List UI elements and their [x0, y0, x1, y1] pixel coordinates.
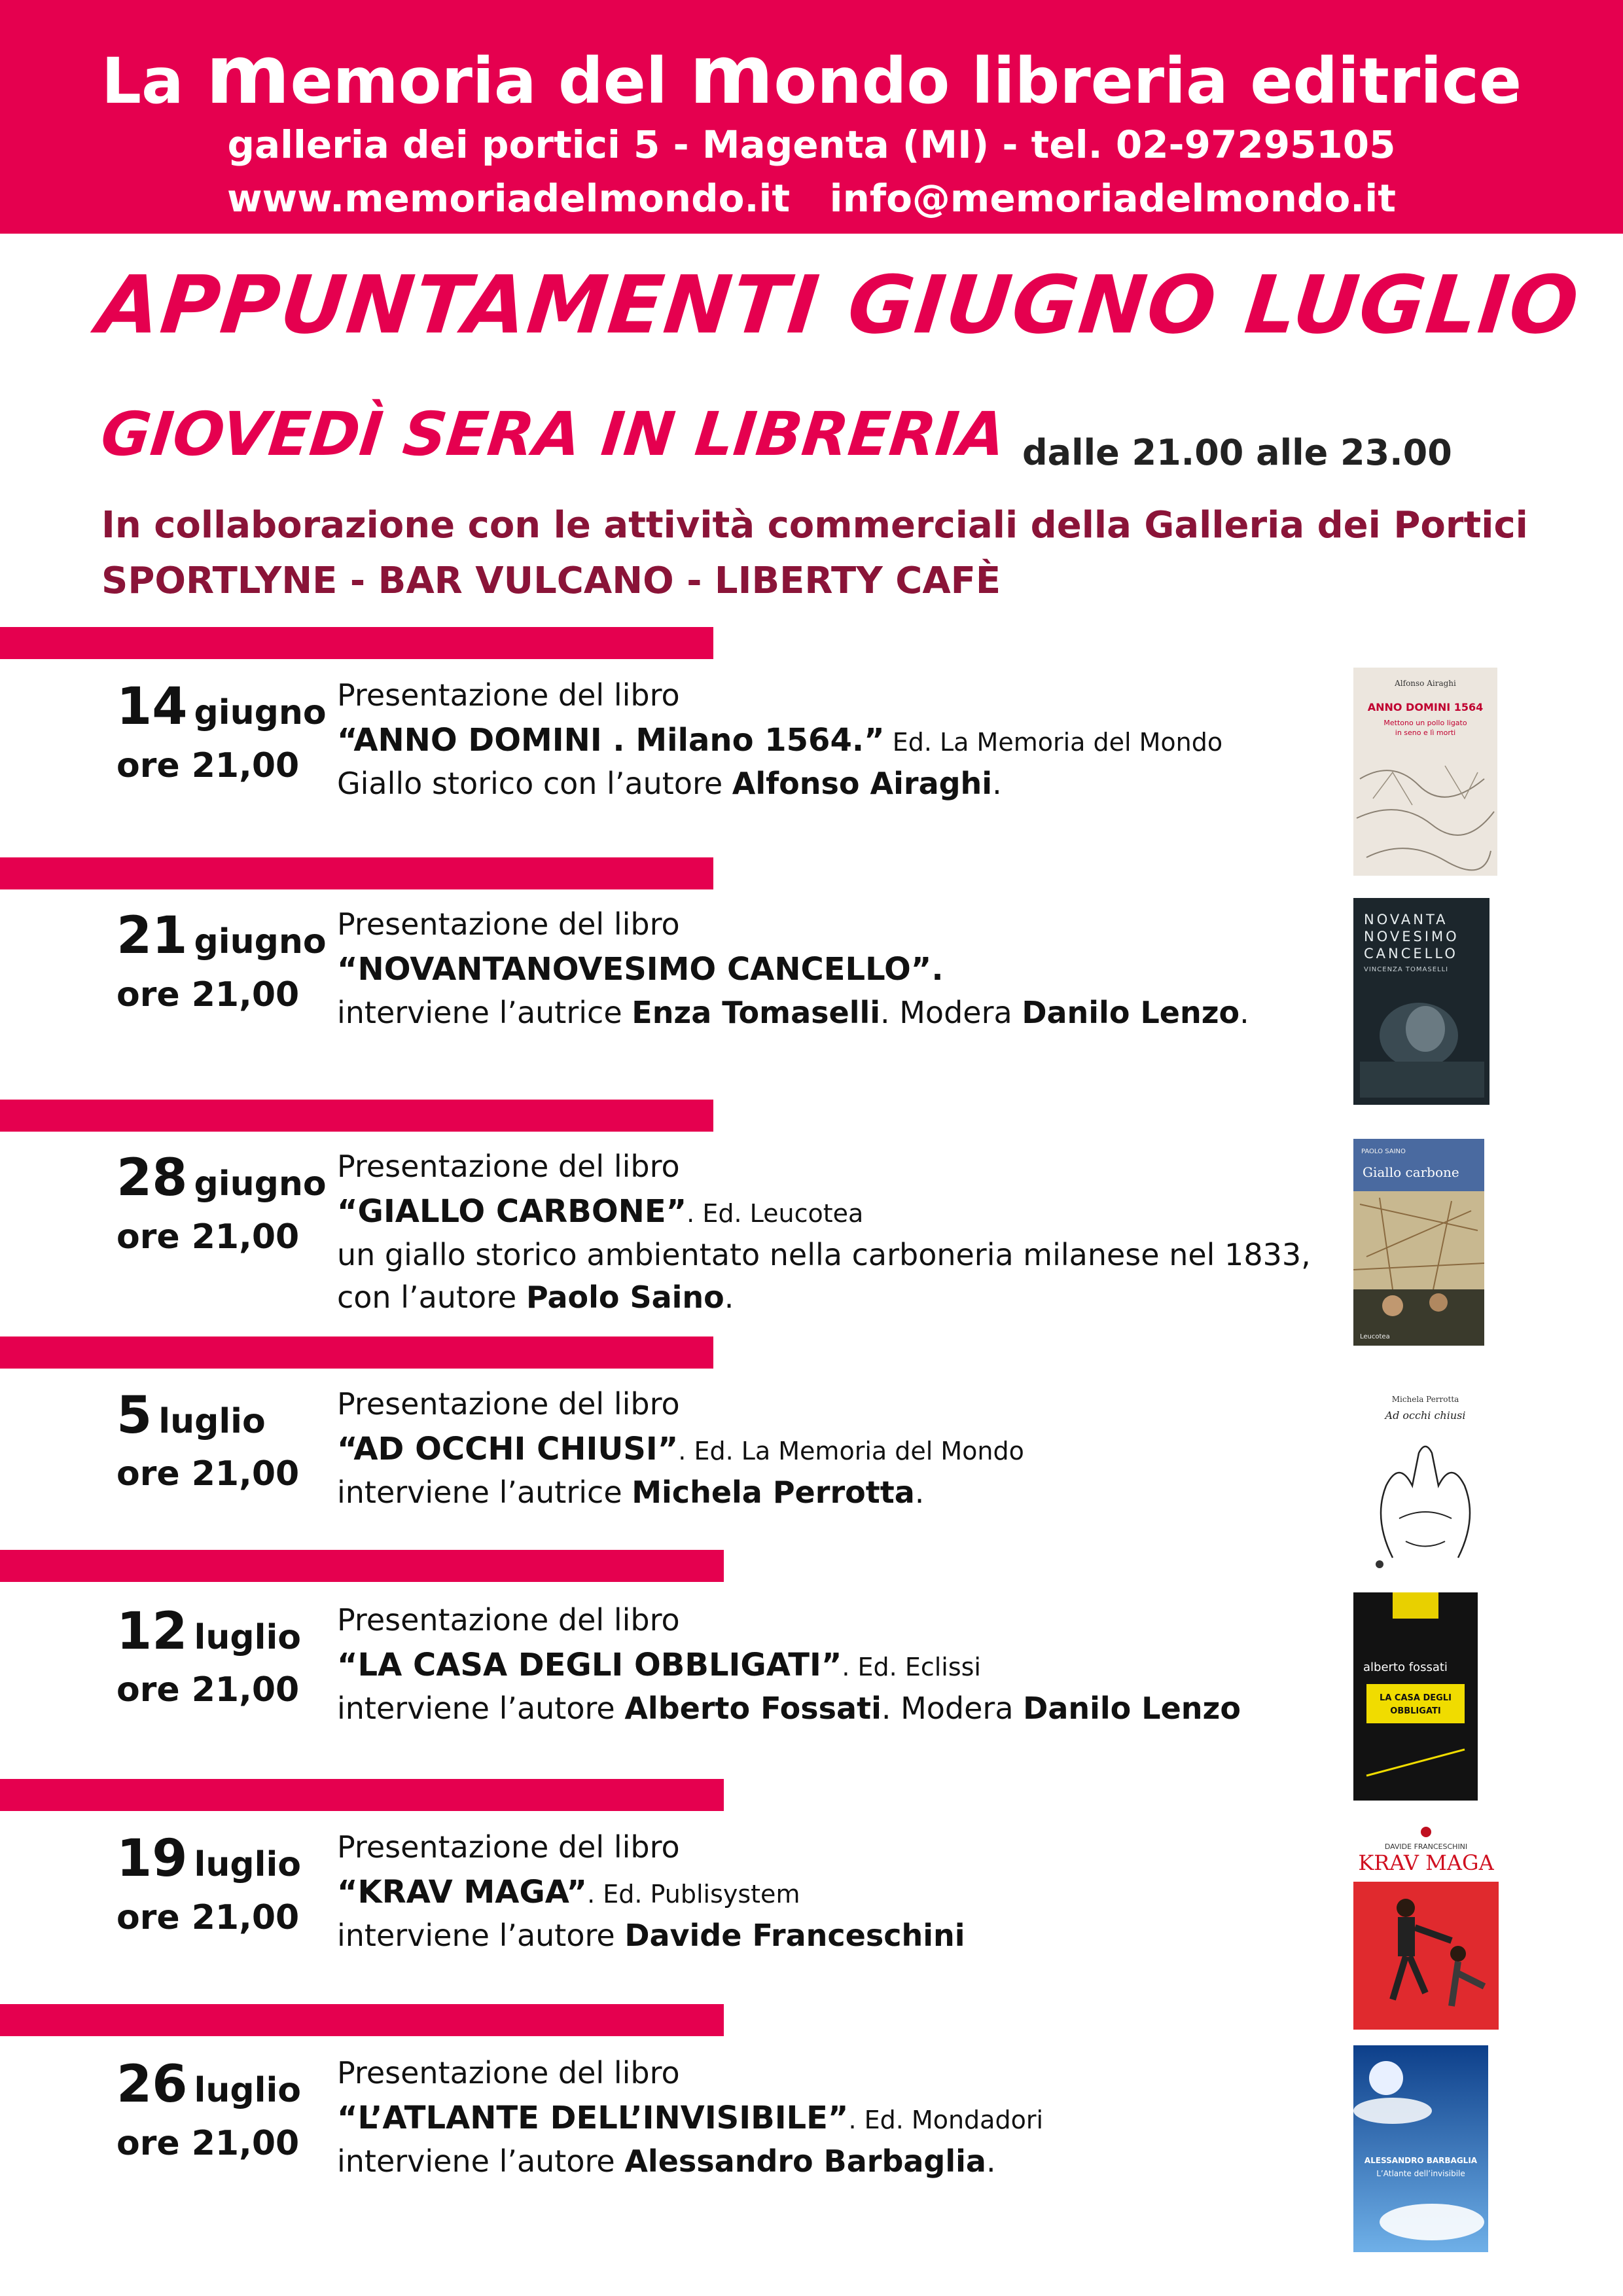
cover-author: PAOLO SAINO — [1361, 1148, 1406, 1155]
cover-t1: LA CASA DEGLI — [1380, 1693, 1452, 1703]
event-intro: Presentazione del libro — [337, 1149, 680, 1184]
event-intro: Presentazione del libro — [337, 906, 680, 942]
bookshop-name: La memoria del mondo libreria editrice — [101, 28, 1522, 122]
event-date: 28 giugno — [116, 1149, 327, 1208]
event-date: 19 luglio — [116, 1829, 301, 1888]
event-book: “ANNO DOMINI . Milano 1564.” Ed. La Memoria del Mondo — [337, 722, 1223, 759]
cover-t3: CANCELLO — [1364, 946, 1458, 961]
divider-bar — [0, 2004, 724, 2036]
event-desc: interviene l’autore Alberto Fossati. Modera Danilo Lenzo — [337, 1691, 1241, 1726]
event-desc: interviene l’autrice Michela Perrotta. — [337, 1475, 925, 1510]
cover-title: ANNO DOMINI 1564 — [1367, 701, 1484, 713]
book-cover-novantanovesimo — [1353, 898, 1489, 1105]
event-date: 12 luglio — [116, 1602, 301, 1661]
book-cover-la-casa-degli-obbligati — [1353, 1592, 1478, 1801]
event-desc: interviene l’autore Alessandro Barbaglia. — [337, 2144, 996, 2179]
divider-bar — [0, 1100, 713, 1132]
divider-bar — [0, 627, 713, 659]
cover-t1: NOVANTA — [1364, 912, 1448, 927]
event-time: ore 21,00 — [116, 746, 300, 785]
cover-author: ALESSANDRO BARBAGLIA — [1364, 2156, 1478, 2165]
book-cover-krav-maga — [1353, 1823, 1499, 2030]
event-desc-2: con l’autore Paolo Saino. — [337, 1280, 734, 1315]
event-desc: interviene l’autore Davide Franceschini — [337, 1918, 965, 1953]
event-intro: Presentazione del libro — [337, 1602, 680, 1638]
event-intro: Presentazione del libro — [337, 677, 680, 713]
event-time: ore 21,00 — [116, 1670, 300, 1710]
cover-title: Giallo carbone — [1363, 1164, 1459, 1180]
cover-author: Alfonso Airaghi — [1395, 679, 1456, 688]
header-banner — [0, 0, 1623, 234]
cover-t2: NOVESIMO — [1364, 929, 1459, 944]
book-cover-atlante-invisibile — [1353, 2045, 1488, 2252]
event-hours: dalle 21.00 alle 23.00 — [1022, 432, 1452, 473]
event-book: “AD OCCHI CHIUSI”. Ed. La Memoria del Mondo — [337, 1431, 1024, 1467]
divider-bar — [0, 857, 713, 889]
cover-sub2: in seno e lì morti — [1395, 728, 1456, 737]
event-date: 21 giugno — [116, 906, 327, 965]
event-time: ore 21,00 — [116, 1454, 300, 1494]
event-date: 5 luglio — [116, 1386, 266, 1445]
event-time: ore 21,00 — [116, 975, 300, 1014]
event-time: ore 21,00 — [116, 1898, 300, 1937]
cover-author: DAVIDE FRANCESCHINI — [1384, 1842, 1468, 1851]
cover-title: Ad occhi chiusi — [1385, 1409, 1466, 1422]
partner-shops: SPORTLYNE - BAR VULCANO - LIBERTY CAFÈ — [101, 560, 1001, 602]
event-time: ore 21,00 — [116, 1217, 300, 1257]
event-book: “GIALLO CARBONE”. Ed. Leucotea — [337, 1193, 864, 1230]
event-book: “NOVANTANOVESIMO CANCELLO”. — [337, 951, 944, 988]
cover-author: alberto fossati — [1363, 1660, 1448, 1674]
cover-title: KRAV MAGA — [1358, 1850, 1494, 1875]
event-desc: un giallo storico ambientato nella carboneria milanese nel 1833, — [337, 1237, 1311, 1272]
event-intro: Presentazione del libro — [337, 2055, 680, 2090]
cover-t2: OBBLIGATI — [1390, 1706, 1441, 1716]
collaboration-text: In collaborazione con le attività commerciali della Galleria dei Portici — [101, 504, 1528, 547]
cover-author: Michela Perrotta — [1391, 1395, 1459, 1404]
cover-title: L’Atlante dell’invisibile — [1376, 2169, 1465, 2178]
book-cover-ad-occhi-chiusi — [1353, 1388, 1497, 1584]
event-intro: Presentazione del libro — [337, 1386, 680, 1422]
event-time: ore 21,00 — [116, 2124, 300, 2163]
divider-bar — [0, 1336, 713, 1369]
bookshop-address: galleria dei portici 5 - Magenta (MI) - tel. 02-97295105 — [227, 122, 1396, 167]
event-intro: Presentazione del libro — [337, 1829, 680, 1865]
event-date: 26 luglio — [116, 2055, 301, 2114]
divider-bar — [0, 1550, 724, 1582]
event-book: “KRAV MAGA”. Ed. Publisystem — [337, 1874, 800, 1910]
cover-publisher: Leucotea — [1360, 1333, 1390, 1340]
page-title: APPUNTAMENTI GIUGNO LUGLIO — [93, 259, 1584, 351]
event-date: 14 giugno — [116, 677, 327, 736]
page-subtitle: GIOVEDÌ SERA IN LIBRERIA — [98, 399, 1009, 469]
event-book: “L’ATLANTE DELL’INVISIBILE”. Ed. Mondadori — [337, 2100, 1044, 2136]
event-desc: interviene l’autrice Enza Tomaselli. Modera Danilo Lenzo. — [337, 995, 1249, 1030]
book-cover-giallo-carbone — [1353, 1139, 1484, 1346]
divider-bar — [0, 1779, 724, 1811]
cover-author: VINCENZA TOMASELLI — [1364, 966, 1449, 973]
cover-sub: Mettono un pollo ligato — [1383, 719, 1467, 727]
event-desc: Giallo storico con l’autore Alfonso Airaghi. — [337, 766, 1002, 801]
book-cover-anno-domini — [1353, 668, 1497, 876]
bookshop-contacts[interactable]: www.memoriadelmondo.it info@memoriadelmondo.it — [227, 176, 1396, 221]
event-book: “LA CASA DEGLI OBBLIGATI”. Ed. Eclissi — [337, 1647, 981, 1683]
